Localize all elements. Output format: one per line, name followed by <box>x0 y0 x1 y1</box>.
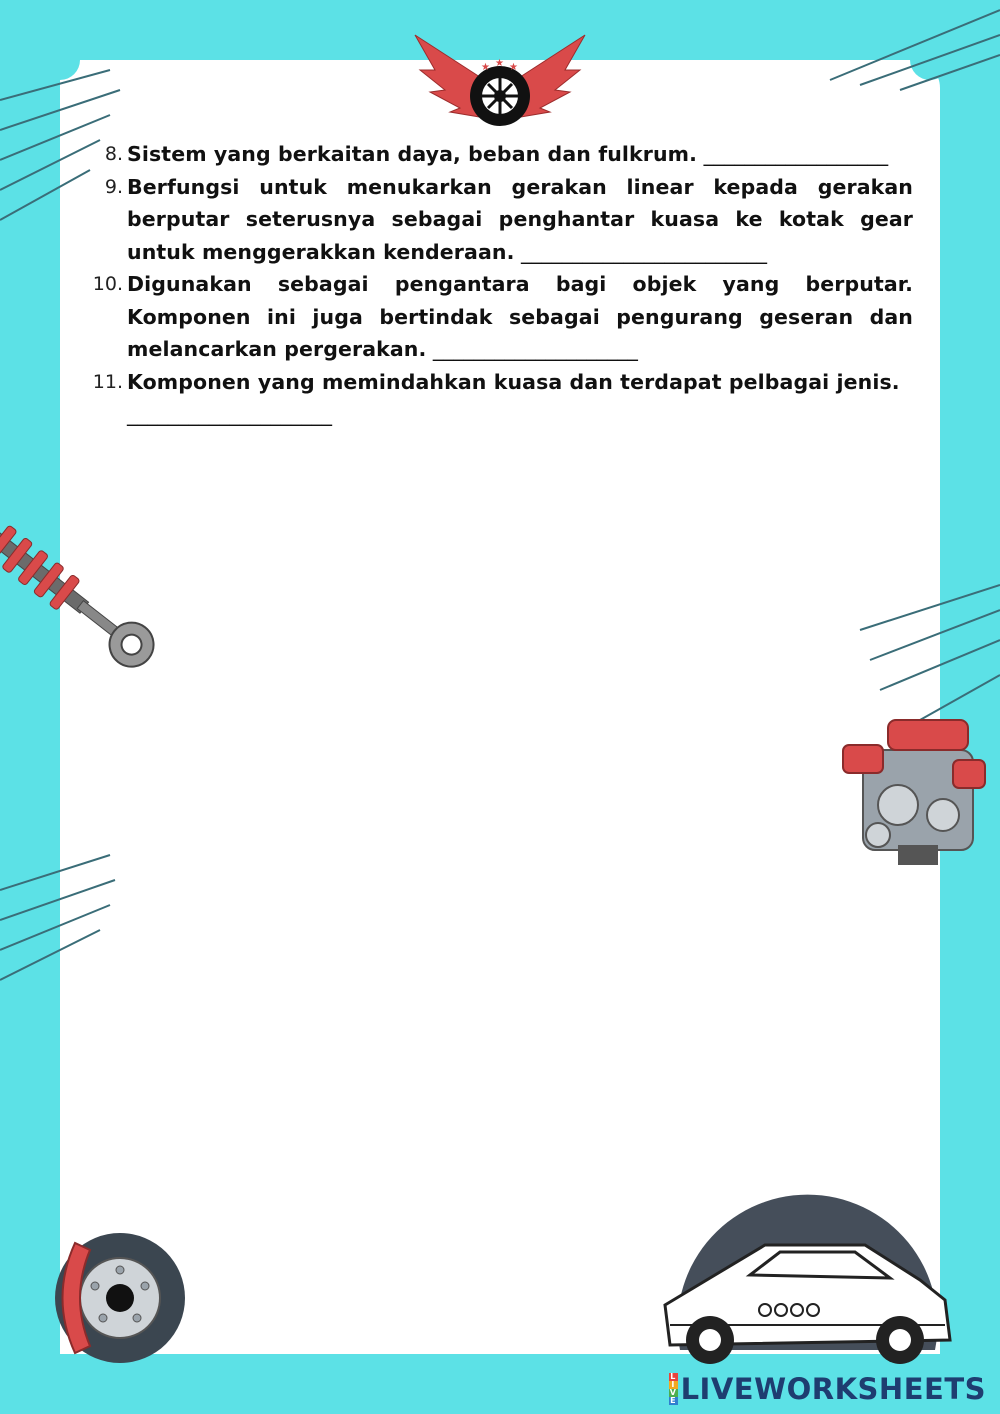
question-number: 8. <box>104 143 123 165</box>
answer-blank[interactable]: ____________________ <box>127 402 332 426</box>
engine-icon <box>838 710 988 870</box>
live-letter: E <box>670 1396 677 1405</box>
live-logo-icon <box>669 1373 678 1405</box>
question-text: Komponen yang memindahkan kuasa dan terdapat pelbagai jenis. <box>127 369 900 394</box>
brake-disc-icon <box>45 1228 195 1368</box>
live-letter: V <box>669 1388 677 1397</box>
question-list <box>85 138 913 431</box>
live-letter: L <box>670 1372 676 1381</box>
question-text: Berfungsi untuk menukarkan gerakan linear kepada gerakan berputar seterusnya sebagai penghantar kuasa ke kotak gear untuk menggerakkan kenderaan. <box>127 174 913 264</box>
brand-name: LIVEWORKSHEETS <box>680 1372 986 1406</box>
question-item <box>85 171 913 269</box>
answer-blank[interactable]: ________________________ <box>521 239 767 264</box>
question-text: Sistem yang berkaitan daya, beban dan fulkrum. <box>127 142 698 166</box>
sports-car-icon <box>655 1150 955 1380</box>
answer-blank[interactable]: __________________ <box>703 142 889 166</box>
question-item <box>85 366 913 431</box>
svg-text:★: ★ <box>495 58 504 69</box>
shock-absorber-icon <box>0 530 140 680</box>
question-number: 10. <box>92 273 123 295</box>
svg-text:★: ★ <box>481 62 490 73</box>
question-number: 11. <box>92 370 123 393</box>
answer-blank[interactable]: ____________________ <box>432 337 638 361</box>
question-text: Digunakan sebagai pengantara bagi objek yang berputar. Komponen ini juga bertindak sebagai pengurang geseran dan melancarkan pergerakan. <box>127 272 913 361</box>
question-item <box>85 138 913 171</box>
speed-lines-icon <box>860 580 1000 730</box>
speed-lines-icon <box>820 0 1000 90</box>
winged-wheel-logo-icon <box>405 30 595 130</box>
question-item <box>85 268 913 366</box>
live-letter: I <box>669 1381 678 1389</box>
speed-lines-icon <box>0 850 120 1000</box>
question-number: 9. <box>104 175 123 198</box>
liveworksheets-brand <box>669 1372 986 1406</box>
svg-text:★: ★ <box>509 62 518 73</box>
